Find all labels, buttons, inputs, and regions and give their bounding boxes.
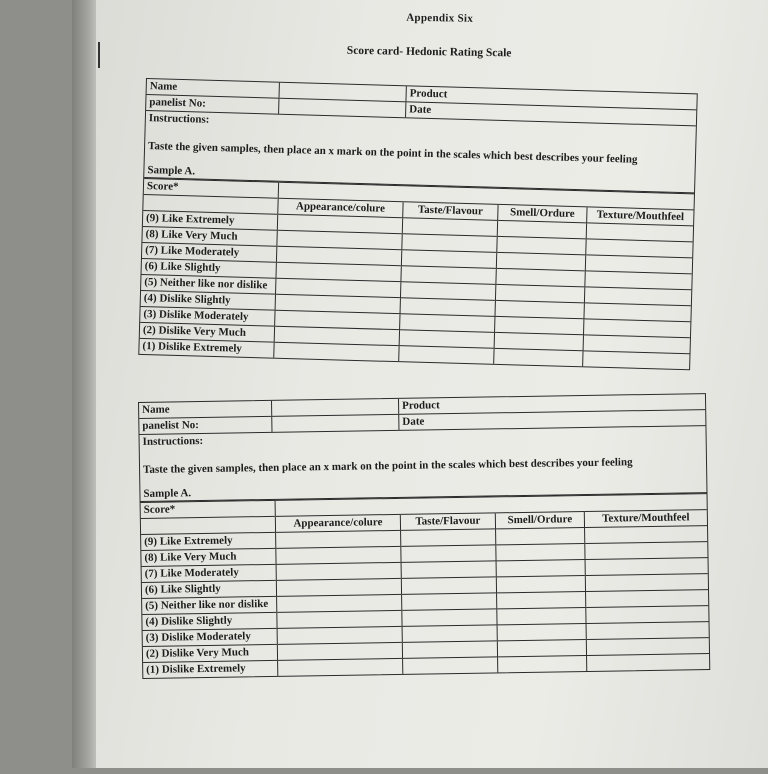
mark-cell[interactable] [497, 591, 586, 608]
mark-cell[interactable] [401, 545, 496, 562]
mark-cell[interactable] [496, 559, 585, 576]
attribute-header: Appearance/colure [278, 198, 403, 217]
scale-label: (5) Neither like nor dislike [141, 274, 276, 294]
attribute-header: Taste/Flavour [403, 202, 498, 221]
mark-cell[interactable] [277, 642, 402, 660]
mark-cell[interactable] [402, 641, 497, 658]
scale-label: (6) Like Slightly [142, 258, 277, 278]
scale-label: (9) Like Extremely [143, 210, 278, 230]
panelist-label: panelist No: [142, 419, 199, 432]
scale-label: (7) Like Moderately [142, 242, 277, 262]
scale-label: (4) Dislike Slightly [141, 290, 276, 310]
mark-cell[interactable] [586, 590, 709, 608]
attribute-header: Appearance/colure [275, 514, 400, 532]
name-label: Name [149, 80, 178, 93]
scale-label: (3) Dislike Moderately [140, 306, 275, 326]
mark-cell[interactable] [401, 577, 496, 594]
attribute-header: Texture/Mouthfeel [587, 207, 694, 226]
mark-cell[interactable] [402, 625, 497, 642]
mark-cell[interactable] [403, 657, 498, 674]
name-label: Name [142, 403, 170, 416]
mark-cell[interactable] [583, 351, 690, 369]
scale-label: (2) Dislike Very Much [143, 644, 278, 662]
mark-cell[interactable] [586, 606, 709, 624]
attribute-header: Smell/Ordure [495, 512, 584, 529]
date-label: Date [405, 102, 696, 125]
scale-label: (9) Like Extremely [141, 532, 276, 550]
instructions-label: Instructions: [148, 112, 210, 126]
scale-label: (7) Like Moderately [142, 564, 277, 582]
instruction-text: Taste the given samples, then place an x mark on the point in the scales which best describes your feeling [142, 456, 633, 476]
mark-cell[interactable] [277, 626, 402, 644]
score-label: Score* [144, 178, 279, 198]
mark-cell[interactable] [401, 561, 496, 578]
mark-cell[interactable] [276, 578, 401, 596]
attribute-header: Texture/Mouthfeel [584, 510, 707, 528]
panelist-label: panelist No: [149, 96, 207, 110]
mark-cell[interactable] [399, 346, 494, 364]
mark-cell[interactable] [497, 639, 586, 656]
mark-cell[interactable] [496, 543, 585, 560]
mark-cell[interactable] [277, 594, 402, 612]
mark-cell[interactable] [277, 610, 402, 628]
mark-cell[interactable] [586, 622, 709, 640]
mark-cell[interactable] [402, 609, 497, 626]
mark-cell[interactable] [587, 654, 710, 671]
panelist-field[interactable] [271, 415, 398, 432]
scale-label: (1) Dislike Extremely [143, 660, 278, 678]
mark-cell[interactable] [278, 658, 403, 675]
score-card-1 [138, 78, 698, 370]
appendix-title: Appendix Six [406, 11, 474, 25]
mark-cell[interactable] [497, 623, 586, 640]
mark-cell[interactable] [494, 348, 583, 366]
scale-label: (8) Like Very Much [142, 226, 277, 246]
scale-label: (3) Dislike Moderately [143, 628, 278, 646]
date-label: Date [398, 410, 705, 430]
sample-label: Sample A. [147, 164, 196, 178]
scale-label: (5) Neither like nor dislike [142, 596, 277, 614]
card-title: Score card- Hedonic Rating Scale [346, 44, 512, 60]
mark-cell[interactable] [586, 638, 709, 656]
scale-label: (1) Dislike Extremely [139, 338, 274, 357]
rating-table-2 [141, 493, 710, 678]
mark-cell[interactable] [401, 529, 496, 546]
name-field[interactable] [271, 399, 398, 416]
attribute-header: Smell/Ordure [498, 204, 587, 222]
score-card-2 [138, 393, 710, 679]
instruction-text: Taste the given samples, then place an x mark on the point in the scales which best describes your feeling [147, 140, 638, 166]
mark-cell[interactable] [274, 342, 399, 361]
mark-cell[interactable] [402, 593, 497, 610]
scale-label: (2) Dislike Very Much [140, 322, 275, 342]
mark-cell[interactable] [498, 655, 587, 672]
scale-label: (8) Like Very Much [141, 548, 276, 566]
rating-table-1 [139, 178, 694, 369]
mark-cell[interactable] [496, 528, 585, 545]
product-label: Product [405, 86, 696, 109]
mark-cell[interactable] [496, 575, 585, 592]
score-label: Score* [141, 500, 276, 518]
sample-label: Sample A. [143, 487, 192, 500]
mark-cell[interactable] [276, 562, 401, 580]
mark-cell[interactable] [585, 574, 708, 592]
attribute-header: Taste/Flavour [400, 513, 495, 530]
instructions-label: Instructions: [142, 434, 204, 448]
mark-cell[interactable] [585, 558, 708, 576]
product-label: Product [398, 394, 705, 414]
mark-cell[interactable] [276, 546, 401, 564]
scale-label: (4) Dislike Slightly [142, 612, 277, 630]
mark-cell[interactable] [497, 607, 586, 624]
mark-cell[interactable] [585, 526, 708, 544]
mark-cell[interactable] [276, 530, 401, 548]
scale-label: (6) Like Slightly [142, 580, 277, 598]
mark-cell[interactable] [585, 542, 708, 560]
